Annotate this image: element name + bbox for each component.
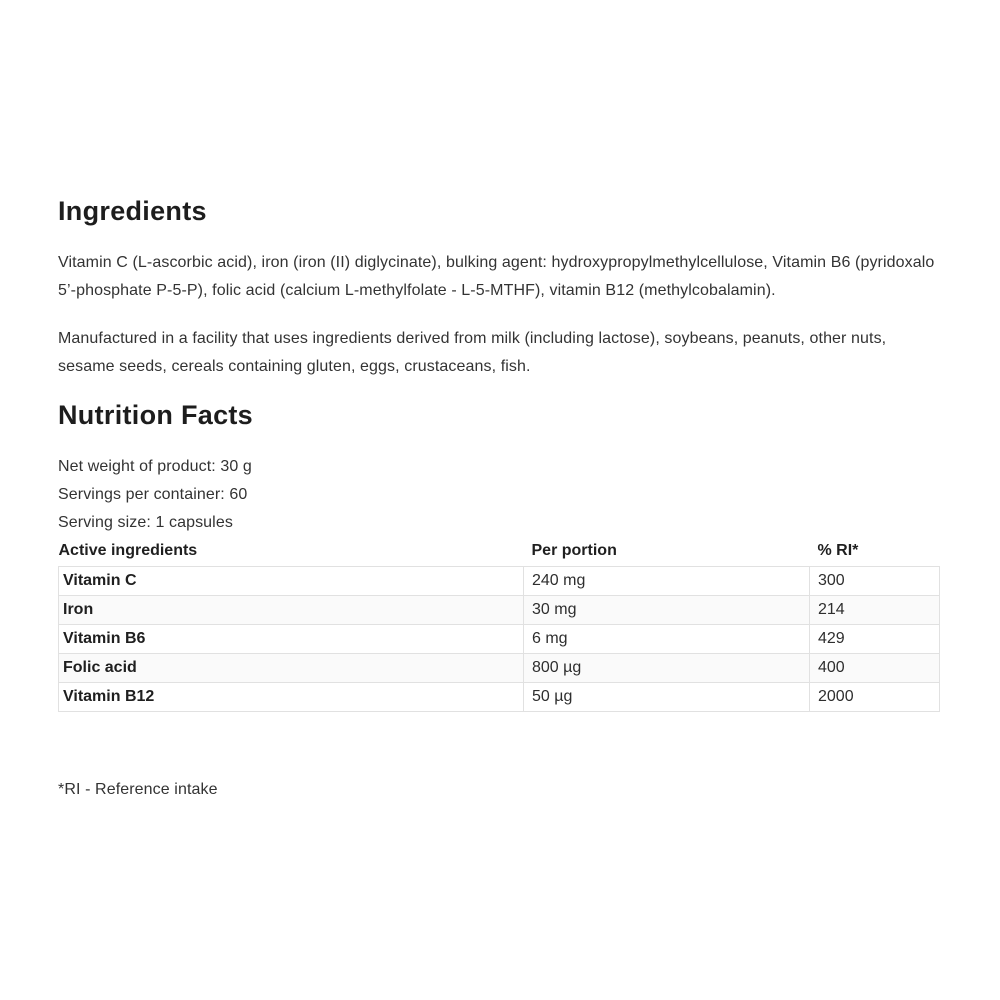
column-header-per-portion: Per portion (524, 539, 810, 567)
ingredient-ri: 400 (810, 654, 940, 683)
ingredients-section (58, 197, 940, 381)
active-ingredients-table (58, 539, 940, 712)
table-row (59, 654, 940, 683)
net-weight-text: Net weight of product: 30 g (58, 458, 252, 475)
ri-reference-footnote: *RI - Reference intake (58, 781, 218, 798)
ingredient-name: Vitamin B6 (59, 625, 524, 654)
ingredient-ri: 2000 (810, 683, 940, 712)
ingredient-ri: 429 (810, 625, 940, 654)
nutrition-facts-section (58, 401, 940, 800)
ingredient-name: Vitamin C (59, 567, 524, 596)
ingredient-ri: 214 (810, 596, 940, 625)
ingredient-name: Vitamin B12 (59, 683, 524, 712)
ingredients-composition-text: Vitamin C (L-ascorbic acid), iron (iron (II) diglycinate), bulking agent: hydroxypropylmethylcellulose, Vitamin B6 (pyridoxalo 5’-phosphate P-5-P), folic acid (calcium L-methylfolate - L-5-MTHF), vitamin B12 (methylcobalamin). (58, 254, 935, 299)
ingredients-heading: Ingredients (58, 196, 207, 226)
ingredient-per-portion: 240 mg (524, 567, 810, 596)
nutrition-facts-heading: Nutrition Facts (58, 400, 254, 430)
ingredient-per-portion: 30 mg (524, 596, 810, 625)
servings-per-container-text: Servings per container: 60 (58, 486, 248, 503)
table-row (59, 683, 940, 712)
serving-size-text: Serving size: 1 capsules (58, 514, 233, 531)
ingredient-per-portion: 800 µg (524, 654, 810, 683)
table-header-row (59, 539, 940, 567)
table-row (59, 596, 940, 625)
ingredient-per-portion: 50 µg (524, 683, 810, 712)
table-row (59, 625, 940, 654)
table-row (59, 567, 940, 596)
ingredient-name: Folic acid (59, 654, 524, 683)
ingredient-name: Iron (59, 596, 524, 625)
column-header-percent-ri: % RI* (810, 539, 940, 567)
ingredient-per-portion: 6 mg (524, 625, 810, 654)
allergen-notice-text: Manufactured in a facility that uses ingredients derived from milk (including lactose), soybeans, peanuts, other nuts, sesame seeds, cereals containing gluten, eggs, crustaceans, fish. (58, 330, 887, 375)
column-header-active-ingredients: Active ingredients (59, 539, 524, 567)
ingredient-ri: 300 (810, 567, 940, 596)
